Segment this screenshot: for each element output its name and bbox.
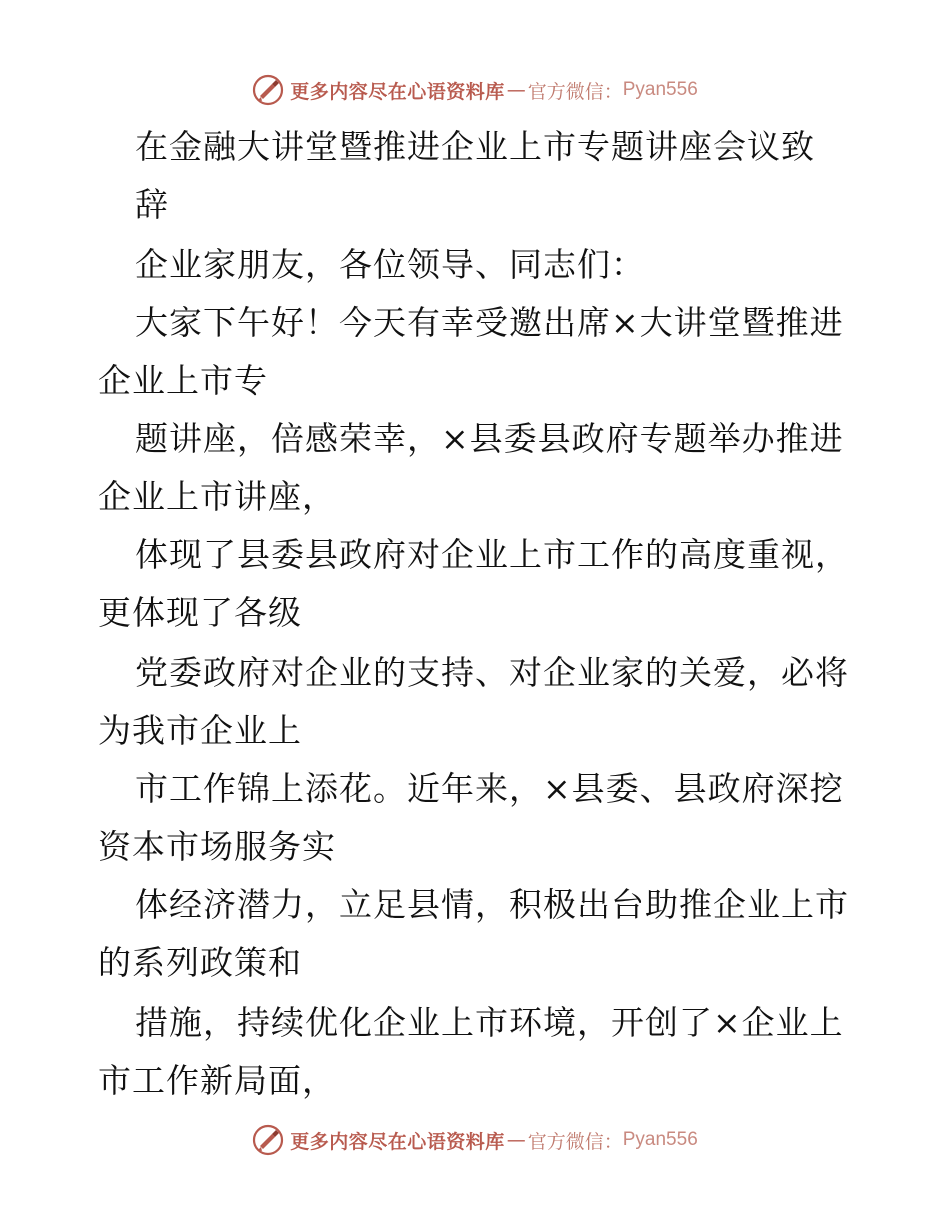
body-line: 党委政府对企业的支持、对企业家的关爱，必将 [135,653,849,692]
body-line: 市工作锦上添花。近年来，×县委、县政府深挖 [135,769,844,808]
footer-watermark [0,1120,950,1160]
watermark-official-label: 官方微信： [527,80,623,103]
watermark-brand-text: 更多内容尽在心语资料库 [290,1130,505,1153]
watermark-wechat-id: Pyan556 [622,79,698,100]
body-line: 企业上市专 [98,361,268,400]
document-title-line-2: 辞 [135,185,169,224]
pen-logo-icon [252,74,284,106]
watermark-official-label: 官方微信： [527,1130,623,1153]
body-line: 措施，持续优化企业上市环境，开创了×企业上 [135,1003,844,1042]
pen-logo-icon [252,1124,284,1156]
body-line: 体现了县委县政府对企业上市工作的高度重视， [135,535,849,574]
body-line: 体经济潜力，立足县情，积极出台助推企业上市 [135,885,849,924]
body-line: 的系列政策和 [98,943,302,982]
watermark-separator: — [506,1129,526,1151]
body-line: 资本市场服务实 [98,827,336,866]
body-line: 市工作新局面， [98,1061,336,1100]
watermark-brand-text: 更多内容尽在心语资料库 [290,80,505,103]
watermark-wechat-id: Pyan556 [622,1129,698,1150]
body-line: 更体现了各级 [98,593,302,632]
salutation-line: 企业家朋友，各位领导、同志们： [135,245,645,284]
document-title-line-1: 在金融大讲堂暨推进企业上市专题讲座会议致 [135,127,815,166]
body-line: 企业上市讲座， [98,477,336,516]
watermark-separator: — [506,79,526,101]
header-watermark [0,70,950,110]
body-line: 为我市企业上 [98,711,302,750]
body-line: 题讲座，倍感荣幸，×县委县政府专题举办推进 [135,419,844,458]
body-line: 大家下午好！今天有幸受邀出席×大讲堂暨推进 [135,303,844,342]
